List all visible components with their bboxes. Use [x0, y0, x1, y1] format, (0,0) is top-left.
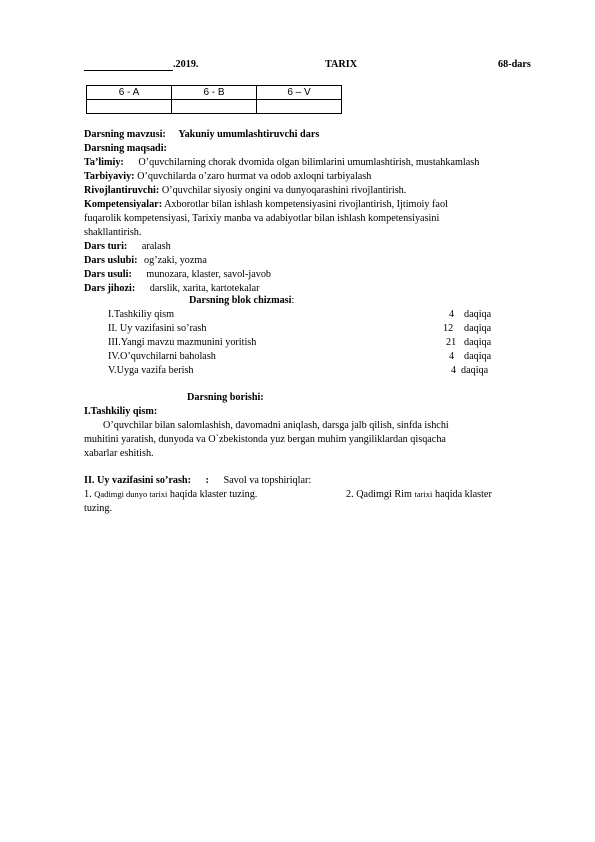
- block-item-unit: daqiqa: [464, 323, 492, 334]
- upbringing-line: [84, 170, 371, 183]
- type-line: [84, 240, 171, 253]
- question-2: [346, 488, 492, 501]
- class-table-date-row: [87, 100, 342, 114]
- block-item-label: IV.O’quvchilarni baholash: [108, 351, 216, 362]
- upbringing-label: Tarbiyaviy:: [84, 171, 135, 182]
- homework-title: II. Uy vazifasini so’rash:: [84, 475, 191, 486]
- topic-value: Yakuniy umumlashtiruvchi dars: [178, 129, 320, 140]
- style-line: [84, 254, 207, 267]
- block-item-label: I.Tashkiliy qism: [108, 309, 175, 320]
- question-continuation: tuzing.: [84, 503, 113, 514]
- class-header-6v: 6 – V: [257, 86, 342, 100]
- equipment-value: darslik, xarita, kartotekalar: [149, 283, 260, 294]
- org-text-1: O’quvchilar bilan salomlashish, davomadni aniqlash, darsga jalb qilish, sinfda ishchi: [103, 420, 449, 431]
- question-2-topic: Qadimgi Rim: [356, 489, 412, 500]
- org-text-2: muhitini yaratish, dunyoda va O`zbekistonda yuz bergan muhim yangiliklardan qisqacha: [84, 434, 446, 445]
- question-2-number: 2.: [346, 489, 354, 500]
- class-date-6v: [257, 100, 342, 114]
- question-1-rest: haqida klaster tuzing.: [169, 489, 258, 500]
- class-table: [86, 85, 342, 114]
- equipment-label: Dars jihozi:: [84, 283, 136, 294]
- upbringing-value: O’quvchilarda o’zaro hurmat va odob axloqni tarbiyalash: [137, 171, 372, 182]
- block-item-label: V.Uyga vazifa berish: [108, 365, 194, 376]
- type-value: aralash: [141, 241, 171, 252]
- goal-label: Darsning maqsadi:: [84, 143, 167, 154]
- header-lesson-number: 68-dars: [498, 59, 531, 70]
- competency-label: Kompetensiyalar:: [84, 199, 163, 210]
- homework-intro: Savol va topshiriqlar:: [223, 475, 312, 486]
- header-subject: TARIX: [325, 59, 358, 70]
- question-1-number: 1.: [84, 489, 92, 500]
- homework-colon: :: [205, 475, 209, 486]
- class-date-6a: [87, 100, 172, 114]
- procedure-title: Darsning borishi:: [187, 392, 264, 403]
- competency-value-1: Axborotlar bilan ishlash kompetensiyasini rivojlantirish, Ijtimoiy faol: [164, 199, 448, 210]
- question-2-rest: haqida klaster: [434, 489, 492, 500]
- block-item-minutes: 12: [443, 323, 454, 334]
- development-label: Rivojlantiruvchi:: [84, 185, 160, 196]
- block-item-unit: daqiqa: [464, 337, 492, 348]
- question-1: [84, 488, 257, 501]
- competency-value-3: shakllantirish.: [84, 227, 142, 238]
- method-line: [84, 268, 271, 281]
- block-item-label: III.Yangi mavzu mazmunini yoritish: [108, 337, 257, 348]
- block-scheme-colon: :: [291, 295, 295, 306]
- block-scheme-title: Darsning blok chizmasi: [189, 295, 292, 306]
- class-table-header-row: [87, 86, 342, 100]
- question-1-topic: Qadimgi dunyo tarixi: [94, 489, 168, 499]
- educational-line: [84, 156, 479, 169]
- development-value: O’quvchilar siyosiy ongini va dunyoqarashini rivojlantirish.: [161, 185, 407, 196]
- question-2-topic-small: tarixi: [414, 489, 433, 499]
- org-text-3: xabarlar eshitish.: [84, 448, 154, 459]
- topic-line: [84, 128, 319, 141]
- org-title: I.Tashkiliy qism:: [84, 406, 158, 417]
- block-scheme-title-line: [189, 294, 294, 307]
- date-blank-line: [84, 70, 173, 71]
- topic-label: Darsning mavzusi:: [84, 129, 166, 140]
- competency-line: [84, 198, 448, 211]
- block-item-minutes: 4: [449, 351, 455, 362]
- method-value: munozara, klaster, savol-javob: [146, 269, 272, 280]
- class-date-6b: [172, 100, 257, 114]
- type-label: Dars turi:: [84, 241, 128, 252]
- block-item-minutes: 4: [449, 309, 455, 320]
- style-value: og’zaki, yozma: [144, 255, 207, 266]
- homework-line: [84, 474, 311, 487]
- development-line: [84, 184, 406, 197]
- block-item-unit: daqiqa: [461, 365, 489, 376]
- block-item-label: II. Uy vazifasini so’rash: [108, 323, 207, 334]
- header-year: .2019.: [173, 59, 199, 70]
- class-header-6a: 6 - A: [87, 86, 172, 100]
- block-item-unit: daqiqa: [464, 309, 492, 320]
- block-item-unit: daqiqa: [464, 351, 492, 362]
- block-item-minutes: 21: [446, 337, 457, 348]
- method-label: Dars usuli:: [84, 269, 132, 280]
- class-header-6b: 6 - B: [172, 86, 257, 100]
- educational-value: O’quvchilarning chorak dvomida olgan bilimlarini umumlashtirish, mustahkamlash: [138, 157, 480, 168]
- block-item-minutes: 4: [451, 365, 457, 376]
- educational-label: Ta’limiy:: [84, 157, 124, 168]
- style-label: Dars uslubi:: [84, 255, 138, 266]
- competency-value-2: fuqarolik kompetensiyasi, Tarixiy manba va adabiyotlar bilan ishlash kompetensiyasini: [84, 213, 440, 224]
